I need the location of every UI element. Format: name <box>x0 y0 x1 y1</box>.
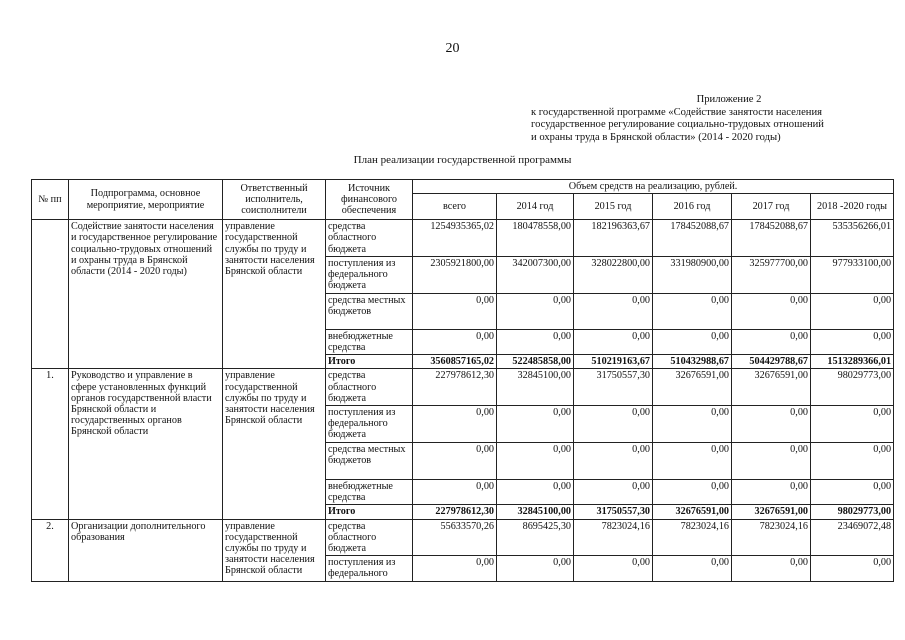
value-cell: 7823024,16 <box>732 519 811 556</box>
subprogram-name: Организации дополнительного образования <box>69 519 223 581</box>
value-cell: 7823024,16 <box>574 519 653 556</box>
plan-table-body <box>32 220 894 581</box>
value-cell: 180478558,00 <box>497 220 574 257</box>
value-cell: 0,00 <box>811 293 894 329</box>
value-cell: 32676591,00 <box>653 369 732 406</box>
funding-source: средства областного бюджета <box>326 220 413 257</box>
value-cell: 178452088,67 <box>653 220 732 257</box>
appendix-title: Приложение 2 <box>696 94 762 105</box>
value-cell: 55633570,26 <box>413 519 497 556</box>
plan-table <box>31 179 894 582</box>
value-cell: 0,00 <box>574 293 653 329</box>
value-cell: 0,00 <box>732 480 811 505</box>
funding-source: поступления из федерального бюджета <box>326 256 413 293</box>
funding-source: средства областного бюджета <box>326 519 413 556</box>
value-cell: 0,00 <box>574 329 653 354</box>
value-cell: 0,00 <box>811 443 894 480</box>
value-cell: 0,00 <box>732 329 811 354</box>
table-row <box>32 369 894 406</box>
document-title: План реализации государственной программы <box>353 154 572 166</box>
header-subprogram: Подпрограмма, основное мероприятие, мероприятие <box>69 180 223 220</box>
value-cell: 0,00 <box>413 293 497 329</box>
header-year: всего <box>413 194 497 220</box>
value-cell: 0,00 <box>653 293 732 329</box>
page-number: 20 <box>445 41 460 56</box>
value-cell: 510219163,67 <box>574 355 653 369</box>
value-cell: 0,00 <box>732 443 811 480</box>
value-cell: 0,00 <box>732 293 811 329</box>
value-cell: 342007300,00 <box>497 256 574 293</box>
value-cell: 0,00 <box>574 480 653 505</box>
funding-source-total: Итого <box>326 355 413 369</box>
value-cell: 510432988,67 <box>653 355 732 369</box>
value-cell: 331980900,00 <box>653 256 732 293</box>
value-cell: 31750557,30 <box>574 505 653 519</box>
funding-source: поступления из федерального <box>326 556 413 581</box>
value-cell: 0,00 <box>497 443 574 480</box>
value-cell: 0,00 <box>811 329 894 354</box>
executor-name: управление государственной службы по труду и занятости населения Брянской области <box>223 220 326 369</box>
funding-source: внебюджетные средства <box>326 329 413 354</box>
value-cell: 31750557,30 <box>574 369 653 406</box>
value-cell: 227978612,30 <box>413 505 497 519</box>
value-cell: 32845100,00 <box>497 505 574 519</box>
value-cell: 0,00 <box>413 329 497 354</box>
value-cell: 0,00 <box>653 556 732 581</box>
value-cell: 0,00 <box>413 406 497 443</box>
value-cell: 32676591,00 <box>732 369 811 406</box>
value-cell: 2305921800,00 <box>413 256 497 293</box>
value-cell: 32676591,00 <box>732 505 811 519</box>
value-cell: 0,00 <box>811 556 894 581</box>
header-year: 2015 год <box>574 194 653 220</box>
value-cell: 7823024,16 <box>653 519 732 556</box>
value-cell: 0,00 <box>732 556 811 581</box>
value-cell: 98029773,00 <box>811 505 894 519</box>
header-year: 2017 год <box>732 194 811 220</box>
subprogram-name: Содействие занятости населения и государственное регулирование социально-трудовых отношений и охраны труда в Брянской области (2014 - 2020 годы) <box>69 220 223 369</box>
value-cell: 0,00 <box>413 556 497 581</box>
header-volume: Объем средств на реализацию, рублей. <box>413 180 894 194</box>
value-cell: 328022800,00 <box>574 256 653 293</box>
row-num <box>32 220 69 369</box>
funding-source: внебюджетные средства <box>326 480 413 505</box>
funding-source: средства областного бюджета <box>326 369 413 406</box>
value-cell: 3560857165,02 <box>413 355 497 369</box>
value-cell: 0,00 <box>574 443 653 480</box>
value-cell: 0,00 <box>574 556 653 581</box>
table-row <box>32 519 894 556</box>
appendix-line: государственное регулирование социально-трудовых отношений <box>531 119 824 130</box>
subprogram-name: Руководство и управление в сфере установленных функций органов государственной власти Брянской области и государственных органов Брянской области <box>69 369 223 519</box>
value-cell: 23469072,48 <box>811 519 894 556</box>
value-cell: 0,00 <box>811 480 894 505</box>
value-cell: 0,00 <box>574 406 653 443</box>
value-cell: 0,00 <box>413 443 497 480</box>
value-cell: 504429788,67 <box>732 355 811 369</box>
funding-source: средства местных бюджетов <box>326 443 413 480</box>
funding-source: поступления из федерального бюджета <box>326 406 413 443</box>
value-cell: 0,00 <box>653 406 732 443</box>
row-num: 1. <box>32 369 69 519</box>
value-cell: 0,00 <box>497 480 574 505</box>
header-year: 2014 год <box>497 194 574 220</box>
value-cell: 535356266,01 <box>811 220 894 257</box>
row-num: 2. <box>32 519 69 581</box>
value-cell: 0,00 <box>653 329 732 354</box>
value-cell: 977933100,00 <box>811 256 894 293</box>
appendix-line: и охраны труда в Брянской области» (2014 - 2020 годы) <box>531 131 781 143</box>
value-cell: 0,00 <box>653 443 732 480</box>
value-cell: 0,00 <box>497 406 574 443</box>
value-cell: 0,00 <box>413 480 497 505</box>
funding-source-total: Итого <box>326 505 413 519</box>
value-cell: 182196363,67 <box>574 220 653 257</box>
header-year: 2018 -2020 годы <box>811 194 894 220</box>
value-cell: 0,00 <box>497 556 574 581</box>
value-cell: 1254935365,02 <box>413 220 497 257</box>
appendix-block <box>531 94 879 144</box>
header-num: № пп <box>32 180 69 220</box>
value-cell: 522485858,00 <box>497 355 574 369</box>
appendix-line: к государственной программе «Содействие занятости населения <box>531 106 823 118</box>
value-cell: 0,00 <box>811 406 894 443</box>
value-cell: 1513289366,01 <box>811 355 894 369</box>
value-cell: 0,00 <box>732 406 811 443</box>
header-year: 2016 год <box>653 194 732 220</box>
value-cell: 32845100,00 <box>497 369 574 406</box>
value-cell: 98029773,00 <box>811 369 894 406</box>
value-cell: 325977700,00 <box>732 256 811 293</box>
value-cell: 178452088,67 <box>732 220 811 257</box>
funding-source: средства местных бюджетов <box>326 293 413 329</box>
executor-name: управление государственной службы по труду и занятости населения Брянской области <box>223 519 326 581</box>
table-row <box>32 220 894 257</box>
value-cell: 0,00 <box>497 329 574 354</box>
value-cell: 8695425,30 <box>497 519 574 556</box>
value-cell: 32676591,00 <box>653 505 732 519</box>
value-cell: 227978612,30 <box>413 369 497 406</box>
value-cell: 0,00 <box>653 480 732 505</box>
value-cell: 0,00 <box>497 293 574 329</box>
executor-name: управление государственной службы по труду и занятости населения Брянской области <box>223 369 326 519</box>
header-executor: Ответственный исполнитель, соисполнители <box>223 180 326 220</box>
header-source: Источник финансового обеспечения <box>326 180 413 220</box>
